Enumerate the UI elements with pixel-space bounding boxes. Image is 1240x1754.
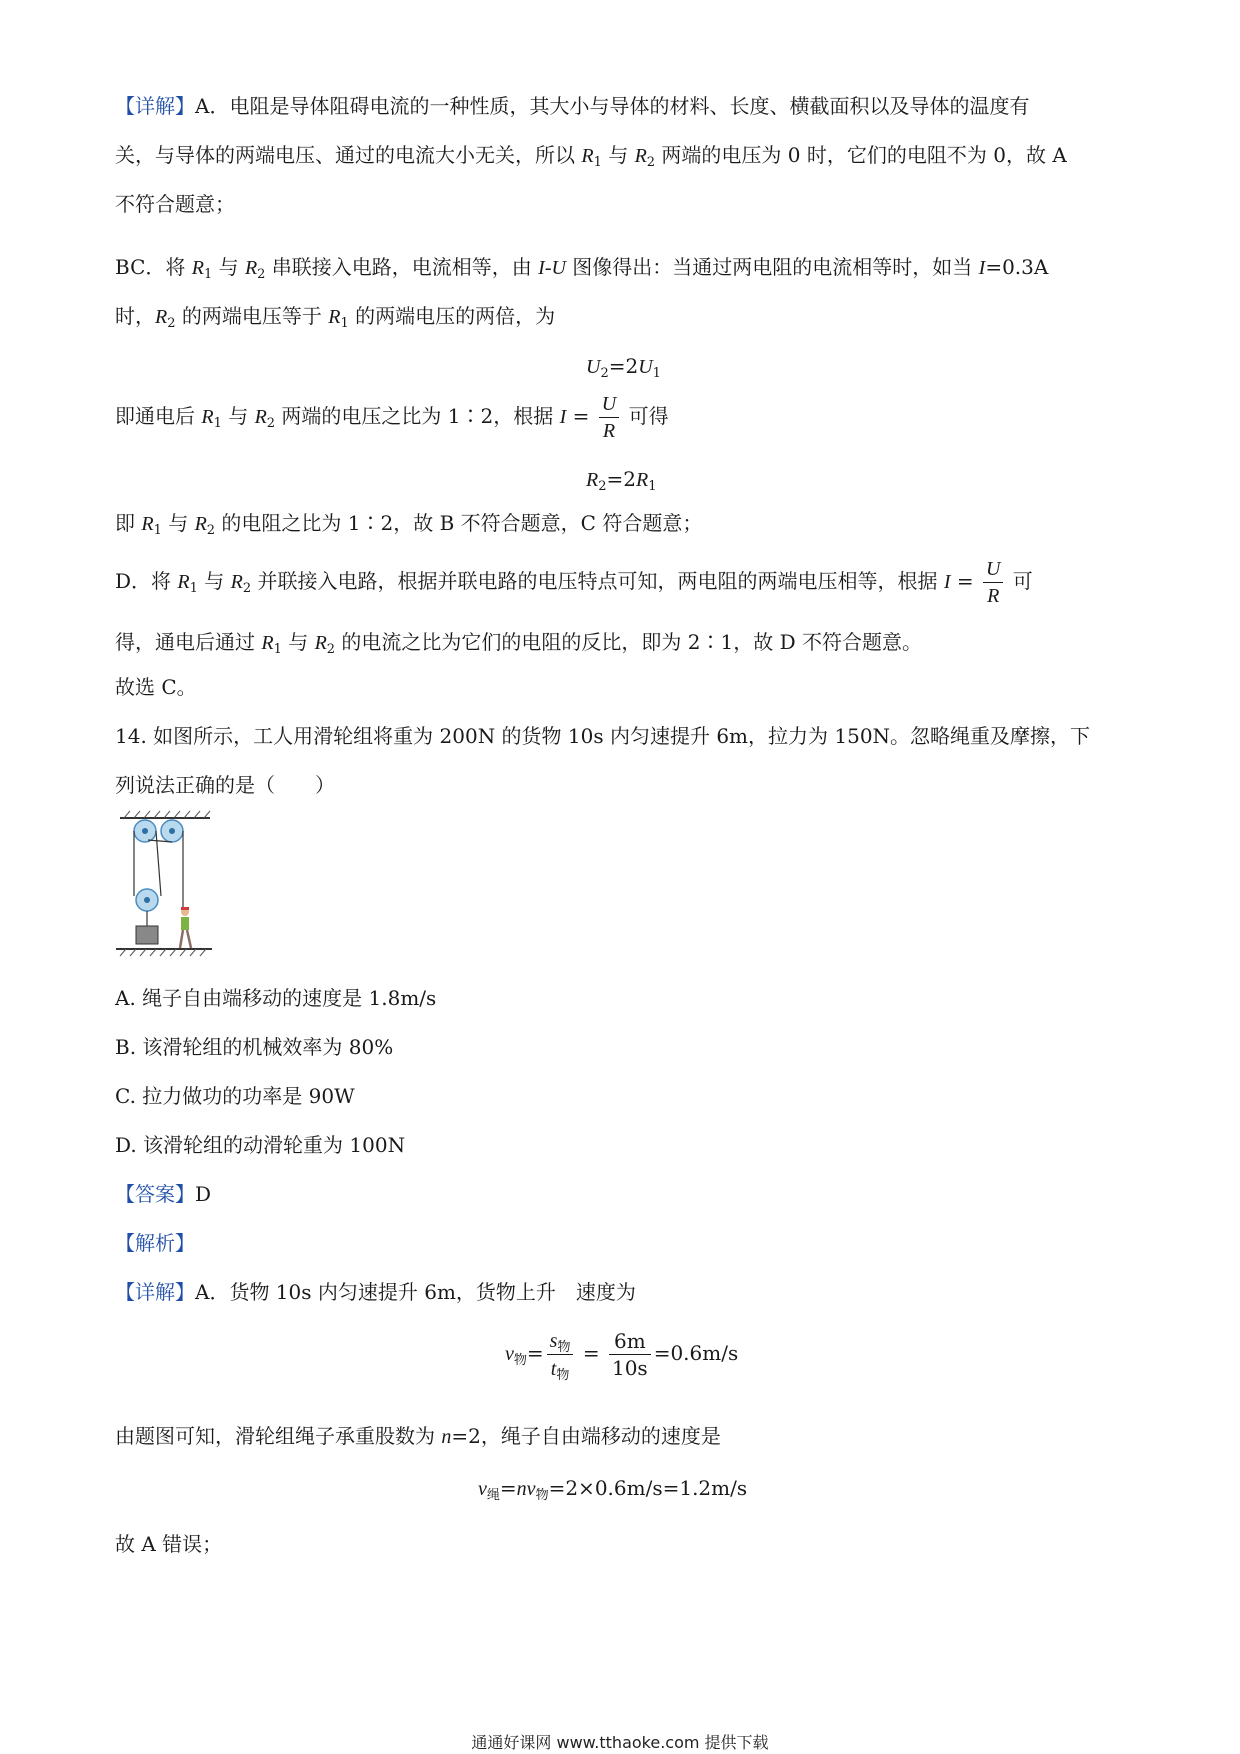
- text: =: [499, 1476, 517, 1500]
- sub: 2: [206, 523, 216, 538]
- symbol-v: v: [526, 1478, 536, 1500]
- text: =2: [606, 467, 636, 491]
- text: 的电阻之比为 1∶2，故 B 不符合题意，C 符合题意；: [215, 511, 703, 535]
- sub: 绳: [486, 1488, 500, 1503]
- symbol-r: R: [581, 145, 594, 167]
- equation-r2-2r1: [586, 465, 656, 494]
- text: =: [566, 404, 596, 428]
- text: 的两端电压的两倍，为: [348, 304, 556, 328]
- text: 与: [197, 569, 231, 593]
- symbol-iu: I-U: [538, 257, 566, 279]
- symbol-r: R: [261, 632, 274, 654]
- equation-u2-2u1: [586, 352, 661, 381]
- symbol-r: R: [586, 469, 599, 491]
- pulley-axle: [169, 828, 175, 834]
- symbol-u: U: [601, 393, 617, 415]
- sub: 2: [646, 155, 656, 170]
- symbol-r: R: [177, 571, 190, 593]
- text: 的电流之比为它们的电阻的反比，即为 2∶1，故 D 不符合题意。: [335, 630, 922, 654]
- text: 两端的电压为 0 时，它们的电阻不为 0，故 A: [655, 143, 1067, 167]
- sub: 2: [257, 267, 266, 282]
- detail-line-8: [115, 553, 1033, 610]
- element: 10s: [609, 1354, 651, 1381]
- text: 时，: [115, 304, 155, 328]
- question-14-line-1: 14. 如图所示，工人用滑轮组将重为 200N 的货物 10s 内匀速提升 6m，拉力为 150N。忽略绳重及摩擦，下: [115, 724, 1091, 748]
- answer-line: [115, 1180, 211, 1208]
- option-a: A. 绳子自由端移动的速度是 1.8m/s: [115, 986, 437, 1010]
- text: 图像得出：当通过两电阻的电流相等时，如当: [565, 255, 979, 279]
- conclusion-a: 故 A 错误；: [115, 1532, 223, 1556]
- detail-text: A．货物 10s 内匀速提升 6m，货物上升 速度为: [195, 1280, 636, 1304]
- text: 串联接入电路，电流相等，由: [265, 255, 539, 279]
- symbol-v: v: [478, 1478, 487, 1500]
- answer-value: D: [195, 1182, 212, 1206]
- text: 与: [161, 511, 195, 535]
- fraction-u-over-r: [599, 391, 619, 444]
- symbol-r: R: [314, 632, 327, 654]
- detail-line-2: [115, 141, 1067, 170]
- pulley-figure: [112, 808, 222, 968]
- ground-hatch: [120, 949, 206, 956]
- sub: 1: [153, 523, 162, 538]
- element: [547, 1354, 574, 1382]
- sub: 2: [167, 316, 176, 331]
- symbol-r: R: [634, 145, 647, 167]
- symbol-u: U: [586, 356, 601, 378]
- symbol-r: R: [635, 469, 649, 491]
- detail-line-1: [115, 92, 1029, 120]
- option-d: D. 该滑轮组的动滑轮重为 100N: [115, 1133, 406, 1157]
- sub: 1: [340, 316, 349, 331]
- symbol-r: R: [254, 406, 267, 428]
- text: =2，绳子自由端移动的速度是: [451, 1424, 721, 1448]
- symbol-s: s: [549, 1330, 558, 1352]
- sub: 1: [213, 416, 222, 431]
- symbol-n: n: [441, 1426, 452, 1448]
- text: BC．将: [115, 255, 192, 279]
- sub: 物: [513, 1353, 527, 1368]
- text: 得，通电后通过: [115, 630, 262, 654]
- fraction-s-over-t: [547, 1327, 574, 1382]
- fraction-6m-over-10s: [609, 1328, 651, 1381]
- answer-bracket: 【答案】: [115, 1182, 195, 1206]
- detail-line-4: [115, 253, 1048, 282]
- text: 的两端电压等于: [175, 304, 329, 328]
- text: 可: [1006, 569, 1033, 593]
- sub: 1: [189, 581, 198, 596]
- text: =2×0.6m/s=1.2m/s: [548, 1476, 748, 1500]
- equation-v-goods: [505, 1325, 738, 1382]
- symbol-r: R: [983, 582, 1003, 609]
- text: 与: [281, 630, 315, 654]
- detail-bracket: 【详解】: [115, 1280, 195, 1304]
- sub: 1: [273, 642, 282, 657]
- text: =0.3A: [985, 255, 1049, 279]
- text: 即通电后: [115, 404, 202, 428]
- analysis-bracket: 【解析】: [115, 1231, 195, 1255]
- fraction-u-over-r: [983, 556, 1003, 609]
- sub: 2: [326, 642, 336, 657]
- element: 6m: [613, 1329, 646, 1353]
- text: 两端的电压之比为 1∶2，根据: [275, 404, 560, 428]
- question-14-line-2: 列说法正确的是（ ）: [115, 773, 335, 797]
- sub: 物: [535, 1488, 549, 1503]
- symbol-u: U: [638, 356, 653, 378]
- symbol-r: R: [194, 513, 207, 535]
- text: =: [526, 1341, 544, 1365]
- element: [547, 1327, 574, 1354]
- symbol-i: I: [559, 406, 567, 428]
- symbol-r: R: [201, 406, 214, 428]
- symbol-t: t: [550, 1358, 557, 1380]
- sub: 1: [652, 366, 661, 381]
- detail-bracket: 【详解】: [115, 94, 195, 118]
- pulley-axle: [142, 828, 148, 834]
- detail-line-7: [115, 509, 702, 538]
- detail-line-3: 不符合题意；: [115, 192, 235, 216]
- symbol-r: R: [230, 571, 243, 593]
- symbol-r: R: [599, 417, 619, 444]
- symbol-r: R: [141, 513, 154, 535]
- footer-watermark: 通通好课网 www.tthaoke.com 提供下载: [471, 1733, 769, 1752]
- detail-line-6: [115, 388, 669, 445]
- sub: 物: [556, 1368, 570, 1383]
- text: =: [950, 569, 980, 593]
- sub: 2: [242, 581, 252, 596]
- symbol-r: R: [244, 257, 258, 279]
- detail-a-line: [115, 1278, 636, 1306]
- conclusion: 故选 C。: [115, 675, 197, 699]
- text: D．将: [115, 569, 178, 593]
- symbol-r: R: [155, 306, 168, 328]
- equation-v-rope: [478, 1474, 747, 1503]
- symbol-r: R: [328, 306, 341, 328]
- worker-body: [181, 917, 189, 930]
- text: 可得: [622, 404, 669, 428]
- analysis-line: [115, 1229, 195, 1257]
- text: 与: [221, 404, 255, 428]
- option-c: C. 拉力做功的功率是 90W: [115, 1084, 355, 1108]
- text: 并联接入电路，根据并联电路的电压特点可知，两电阻的两端电压相等，根据: [251, 569, 944, 593]
- worker-leg: [187, 930, 191, 948]
- worker-cap: [181, 907, 189, 910]
- symbol-n: n: [516, 1478, 527, 1500]
- text: 与: [212, 255, 245, 279]
- symbol-u: U: [986, 558, 1001, 580]
- rope-strands-line: [115, 1422, 721, 1451]
- text: =0.6m/s: [653, 1341, 739, 1365]
- sub: 物: [557, 1340, 571, 1355]
- option-b: B. 该滑轮组的机械效率为 80%: [115, 1035, 394, 1059]
- ceiling-hatch: [124, 811, 210, 818]
- sub: 1: [648, 479, 657, 494]
- pulley-axle: [144, 897, 150, 903]
- symbol-r: R: [191, 257, 204, 279]
- detail-line-9: [115, 628, 922, 657]
- text: 由题图可知，滑轮组绳子承重股数为: [115, 1424, 442, 1448]
- text: =: [576, 1341, 606, 1365]
- detail-line-5: [115, 302, 555, 331]
- sub: 2: [598, 479, 607, 494]
- detail-text: A．电阻是导体阻碍电流的一种性质，其大小与导体的材料、长度、横截面积以及导体的温度有: [195, 94, 1030, 118]
- sub: 2: [266, 416, 276, 431]
- sub: 1: [203, 267, 213, 282]
- symbol-i: I: [943, 571, 951, 593]
- sub: 1: [593, 155, 602, 170]
- symbol-v: v: [505, 1343, 514, 1365]
- cargo-block: [136, 926, 158, 944]
- text: 关，与导体的两端电压、通过的电流大小无关，所以: [115, 143, 582, 167]
- sub: 2: [600, 366, 609, 381]
- text: 即: [115, 511, 142, 535]
- worker-leg: [180, 930, 183, 948]
- text: =2: [608, 354, 639, 378]
- symbol-i: I: [978, 257, 986, 279]
- text: 与: [601, 143, 635, 167]
